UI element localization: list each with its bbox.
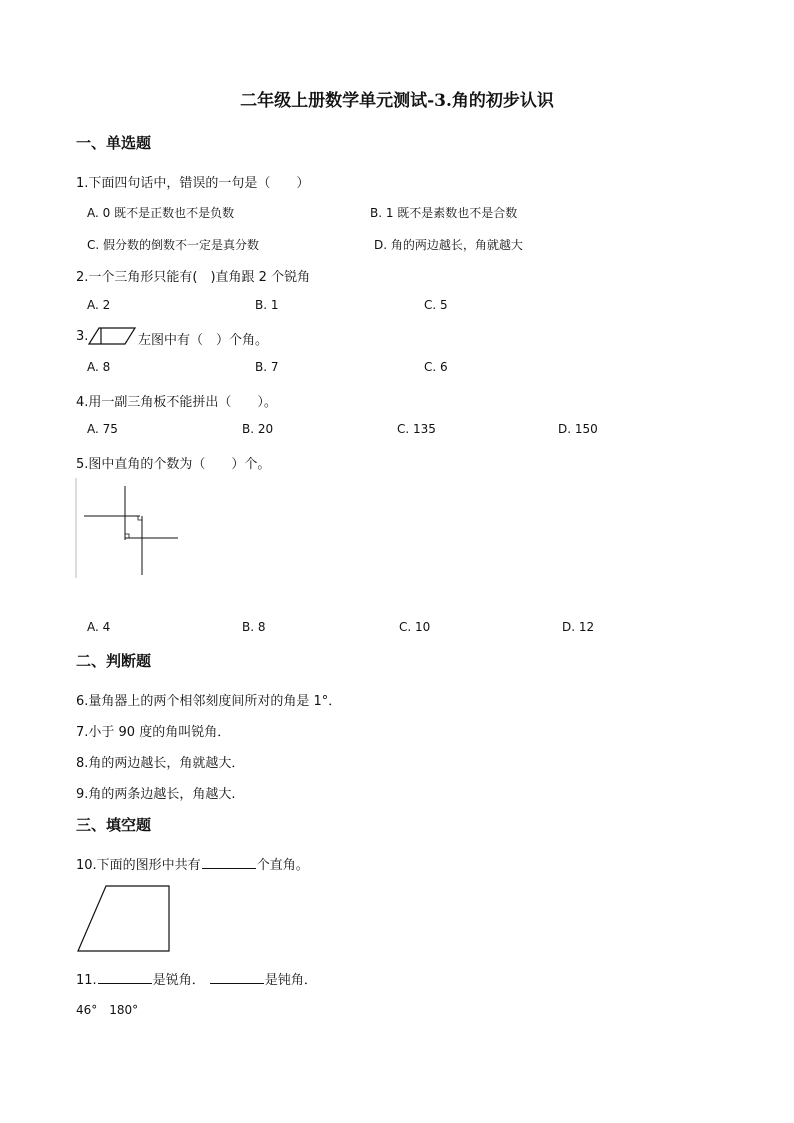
section-heading-single-choice: 一、单选题: [76, 134, 152, 152]
question-6-stem: 6.量角器上的两个相邻刻度间所对的角是 1°．: [76, 694, 342, 709]
question-11-suffix: 是钝角．: [264, 973, 317, 988]
question-10-prefix: 10.下面的图形中共有: [76, 858, 201, 873]
question-1-stem: 1.下面四句话中，错误的一句是（ ）: [76, 176, 310, 191]
question-3-option-c: C. 6: [424, 360, 448, 374]
question-11-mid: 是锐角．: [152, 973, 205, 988]
trapezoid-figure: [76, 884, 172, 954]
question-8-stem: 8.角的两边越长，角就越大．: [76, 756, 245, 771]
question-2-option-b: B. 1: [255, 298, 279, 312]
question-1-option-a: A. 0 既不是正数也不是负数: [87, 206, 235, 220]
question-3-number: 3.: [76, 329, 89, 344]
question-2-option-a: A. 2: [87, 298, 111, 312]
question-3-option-a: A. 8: [87, 360, 111, 374]
question-4-option-d: D. 150: [558, 422, 598, 436]
question-9-stem: 9.角的两条边越长，角越大.: [76, 787, 236, 802]
question-10-line: [76, 854, 309, 873]
question-11-line: [76, 969, 317, 988]
question-3-option-b: B. 7: [255, 360, 279, 374]
question-1-option-d: D. 角的两边越长，角就越大: [374, 238, 523, 252]
question-11-blank-2[interactable]: [210, 971, 264, 984]
question-3-stem: 左图中有（ ）个角。: [138, 333, 269, 348]
question-4-option-b: B. 20: [242, 422, 274, 436]
question-4-option-c: C. 135: [397, 422, 436, 436]
question-4-option-a: A. 75: [87, 422, 118, 436]
section-heading-fill-blank: 三、填空题: [76, 816, 152, 834]
question-2-stem: 2.一个三角形只能有( )直角跟 2 个锐角: [76, 270, 311, 285]
question-10-blank[interactable]: [202, 856, 256, 869]
section-heading-true-false: 二、判断题: [76, 652, 152, 670]
question-4-stem: 4.用一副三角板不能拼出（ ）。: [76, 395, 277, 410]
question-11-number: 11.: [76, 973, 97, 988]
question-1-option-b: B. 1 既不是素数也不是合数: [370, 206, 518, 220]
question-5-option-b: B. 8: [242, 620, 266, 634]
page-title: 二年级上册数学单元测试-3.角的初步认识: [240, 91, 554, 111]
parallelogram-figure: [88, 327, 136, 345]
right-angle-lines-figure: [74, 478, 184, 580]
question-2-option-c: C. 5: [424, 298, 448, 312]
question-5-option-d: D. 12: [562, 620, 595, 634]
question-7-stem: 7.小于 90 度的角叫锐角．: [76, 725, 231, 740]
question-1-option-c: C. 假分数的倒数不一定是真分数: [87, 238, 260, 252]
question-11-values: 46° 180°: [76, 1003, 139, 1017]
question-5-stem: 5.图中直角的个数为（ ）个。: [76, 457, 271, 472]
question-11-blank-1[interactable]: [98, 971, 152, 984]
question-10-suffix: 个直角。: [256, 858, 309, 873]
question-5-option-a: A. 4: [87, 620, 111, 634]
question-5-option-c: C. 10: [399, 620, 431, 634]
